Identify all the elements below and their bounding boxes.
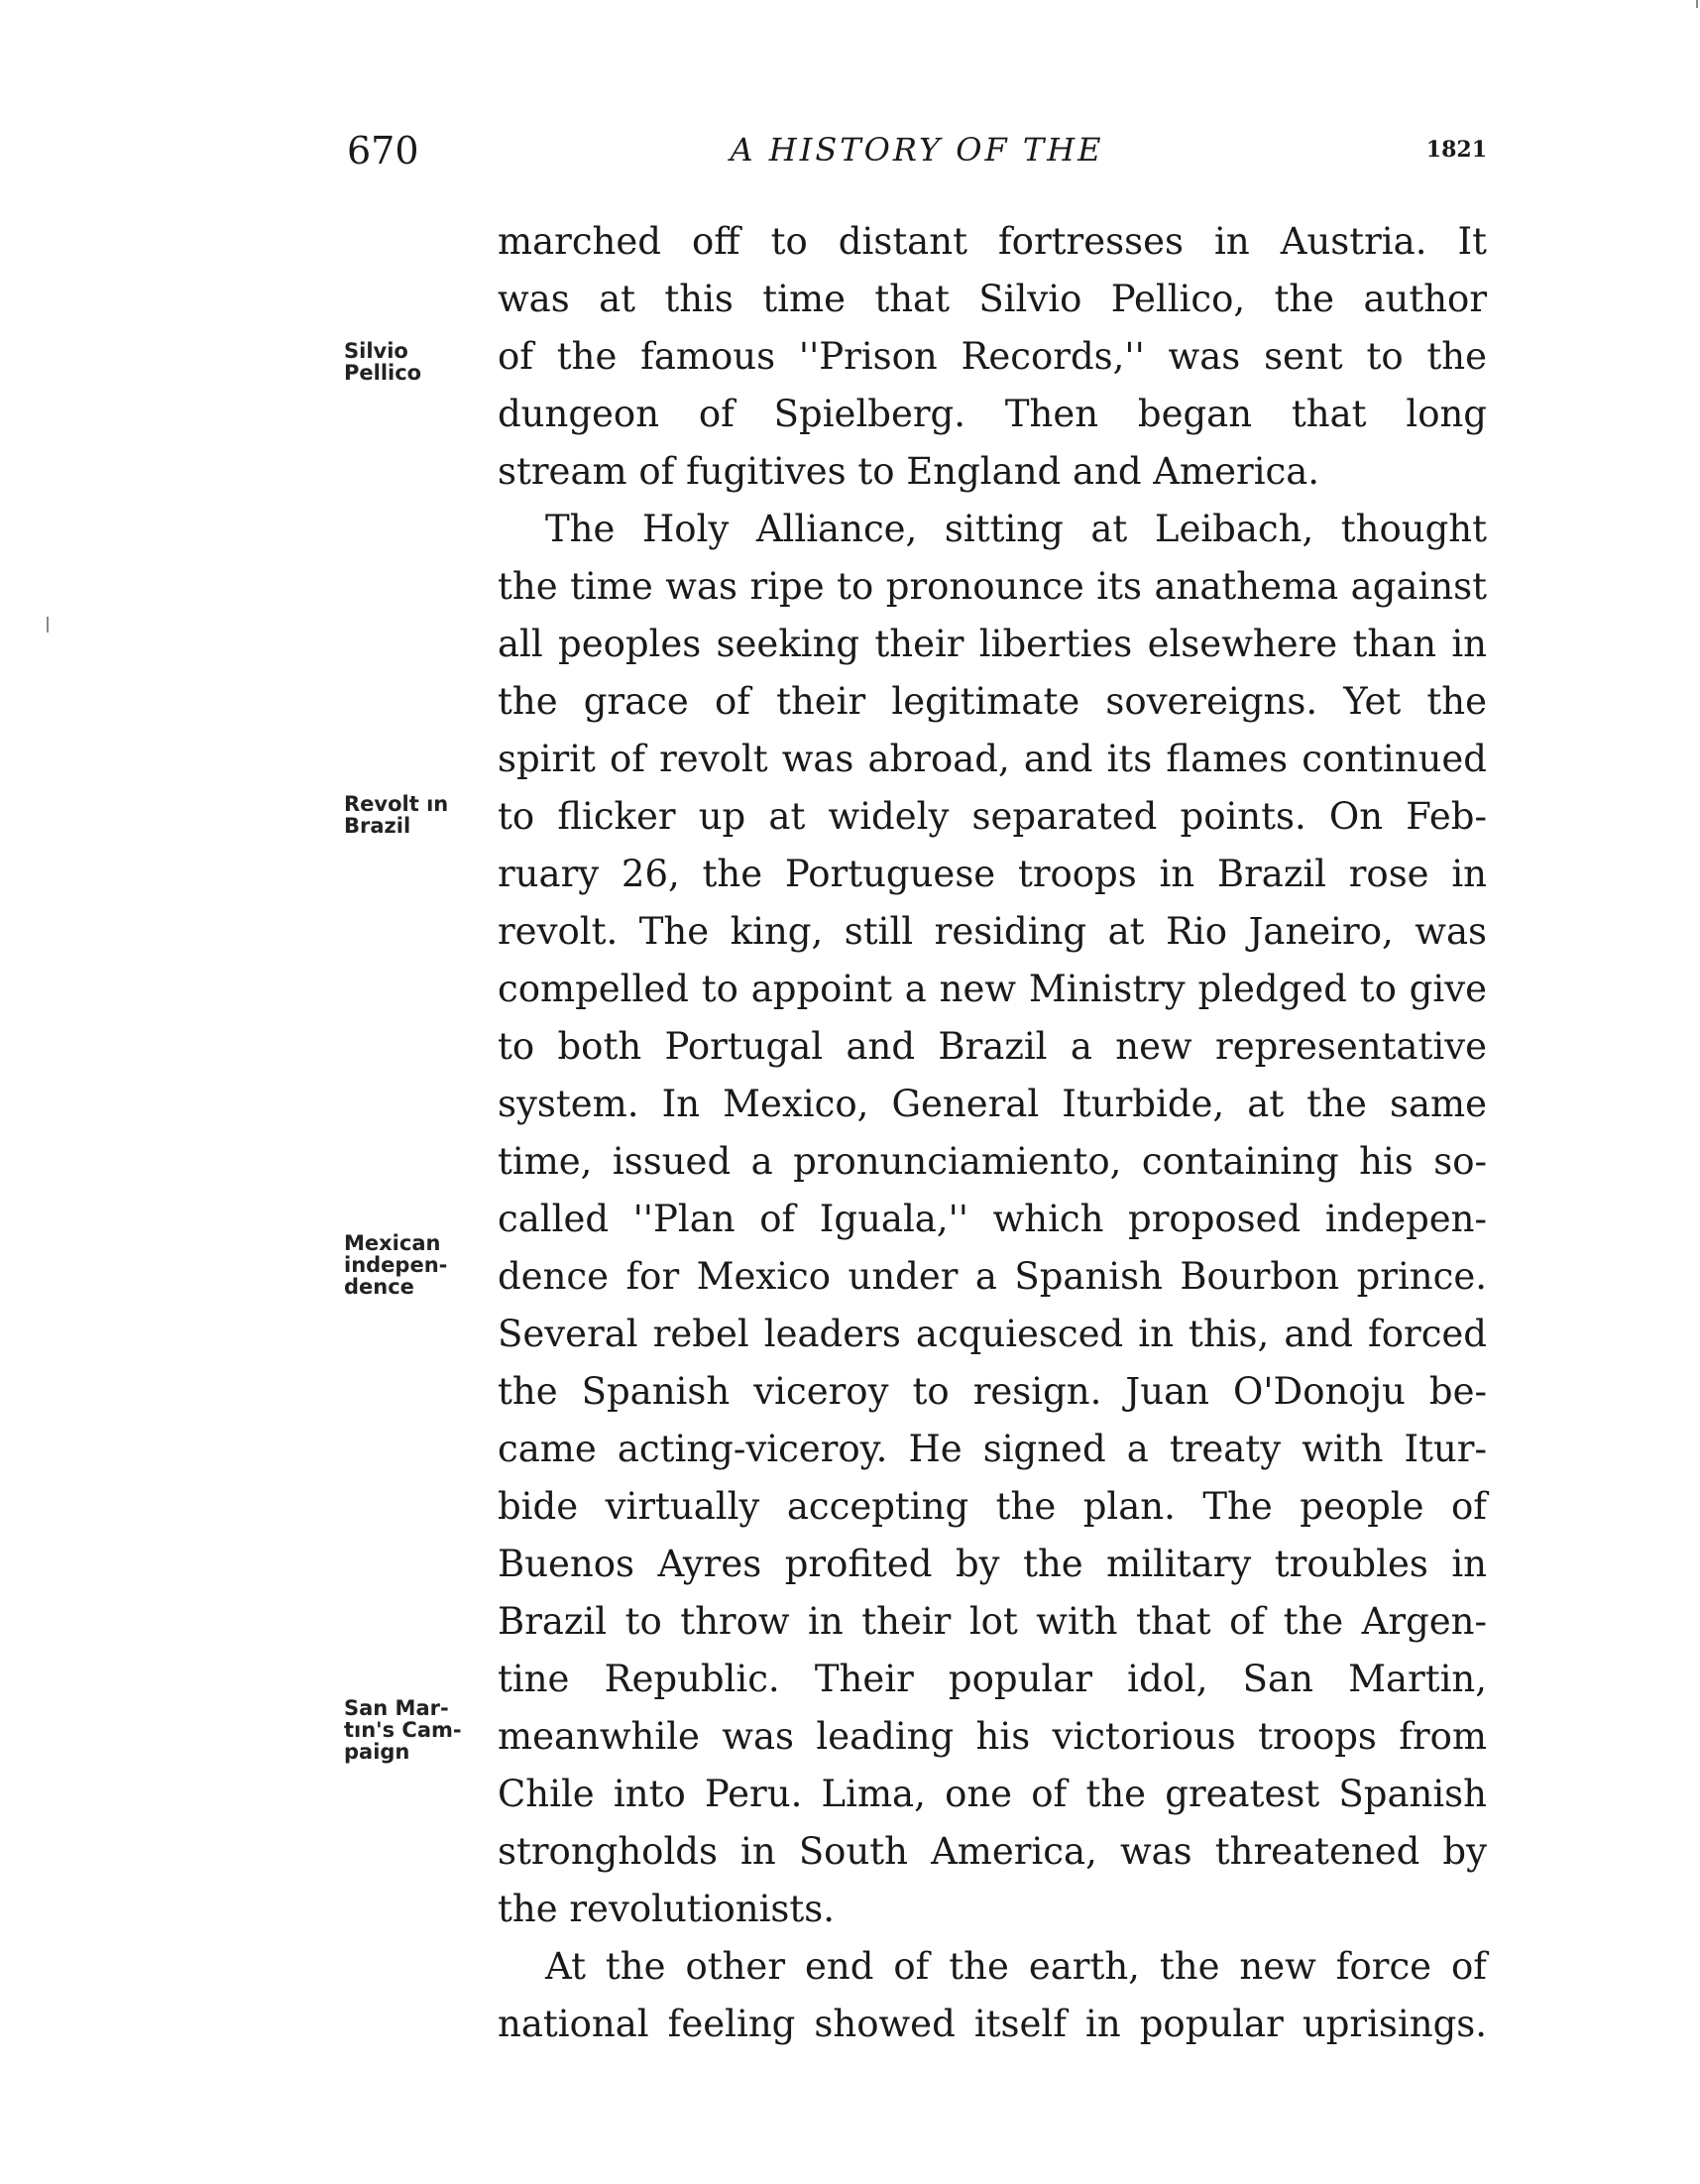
paragraph xyxy=(498,501,1487,1938)
text-line: called ''Plan of Iguala,'' which proposed indepen- xyxy=(498,1198,1487,1240)
text-line: stream of fugitives to England and America. xyxy=(498,450,1320,493)
text-line: the grace of their legitimate sovereigns. Yet the xyxy=(498,680,1487,723)
text-line: national feeling showed itself in popular uprisings. xyxy=(498,2003,1487,2045)
text-line: the Spanish viceroy to resign. Juan O'Donoju be- xyxy=(498,1370,1487,1413)
text-line: The Holy Alliance, sitting at Leibach, thought xyxy=(545,508,1487,550)
text-line: time, issued a pronunciamiento, containing his so- xyxy=(498,1140,1487,1183)
text-line: bide virtually accepting the plan. The people of xyxy=(498,1485,1487,1528)
sidenote-silvio-pellico: Silvio Pellico xyxy=(344,339,422,385)
text-line: the time was ripe to pronounce its anathema against xyxy=(498,565,1487,608)
text-line: dungeon of Spielberg. Then began that long xyxy=(498,393,1487,435)
text-line: the revolutionists. xyxy=(498,1888,836,1930)
running-title: A HISTORY OF THE xyxy=(730,131,1104,169)
text-line: came acting-viceroy. He signed a treaty with Itur- xyxy=(498,1428,1487,1470)
text-line: Several rebel leaders acquiesced in this, and forced xyxy=(498,1313,1487,1355)
text-line: ruary 26, the Portuguese troops in Brazil rose in xyxy=(498,853,1487,895)
paragraph xyxy=(498,213,1487,501)
paragraph xyxy=(498,1938,1487,2053)
text-line: of the famous ''Prison Records,'' was sent to the xyxy=(498,335,1487,378)
text-line: spirit of revolt was abroad, and its flames continued xyxy=(498,738,1487,780)
sidenote-san-martins-campaign: San Mar- tın's Cam- paign xyxy=(344,1696,462,1764)
text-line: all peoples seeking their liberties elsewhere than in xyxy=(498,623,1487,665)
text-line: At the other end of the earth, the new force of xyxy=(545,1945,1487,1988)
page-number: 670 xyxy=(347,129,419,172)
text-line: compelled to appoint a new Ministry pledged to give xyxy=(498,968,1487,1010)
text-line: tine Republic. Their popular idol, San Martin, xyxy=(498,1658,1487,1700)
text-line: Chile into Peru. Lima, one of the greatest Spanish xyxy=(498,1773,1487,1815)
sidenote-mexican-independence: Mexican indepen- dence xyxy=(344,1231,448,1299)
text-line: dence for Mexico under a Spanish Bourbon prince. xyxy=(498,1255,1487,1298)
text-line: to flicker up at widely separated points. On Feb- xyxy=(498,795,1487,838)
text-line: marched off to distant fortresses in Austria. It xyxy=(498,220,1487,263)
sidenote-revolt-in-brazil: Revolt ın Brazil xyxy=(344,792,449,838)
text-line: Buenos Ayres profited by the military troubles in xyxy=(498,1543,1487,1585)
year-label: 1821 xyxy=(1425,137,1487,163)
text-line: to both Portugal and Brazil a new representative xyxy=(498,1025,1487,1068)
text-line: meanwhile was leading his victorious troops from xyxy=(498,1715,1487,1758)
text-line: strongholds in South America, was threatened by xyxy=(498,1830,1487,1873)
text-line: system. In Mexico, General Iturbide, at the same xyxy=(498,1083,1487,1125)
scan-mark xyxy=(47,617,49,632)
text-line: was at this time that Silvio Pellico, the author xyxy=(498,278,1487,320)
text-line: revolt. The king, still residing at Rio Janeiro, was xyxy=(498,910,1487,953)
scan-mark-corner xyxy=(1696,0,1698,8)
text-line: Brazil to throw in their lot with that of the Argen- xyxy=(498,1600,1487,1643)
page-header xyxy=(347,129,1487,178)
body-text xyxy=(498,213,1487,2053)
